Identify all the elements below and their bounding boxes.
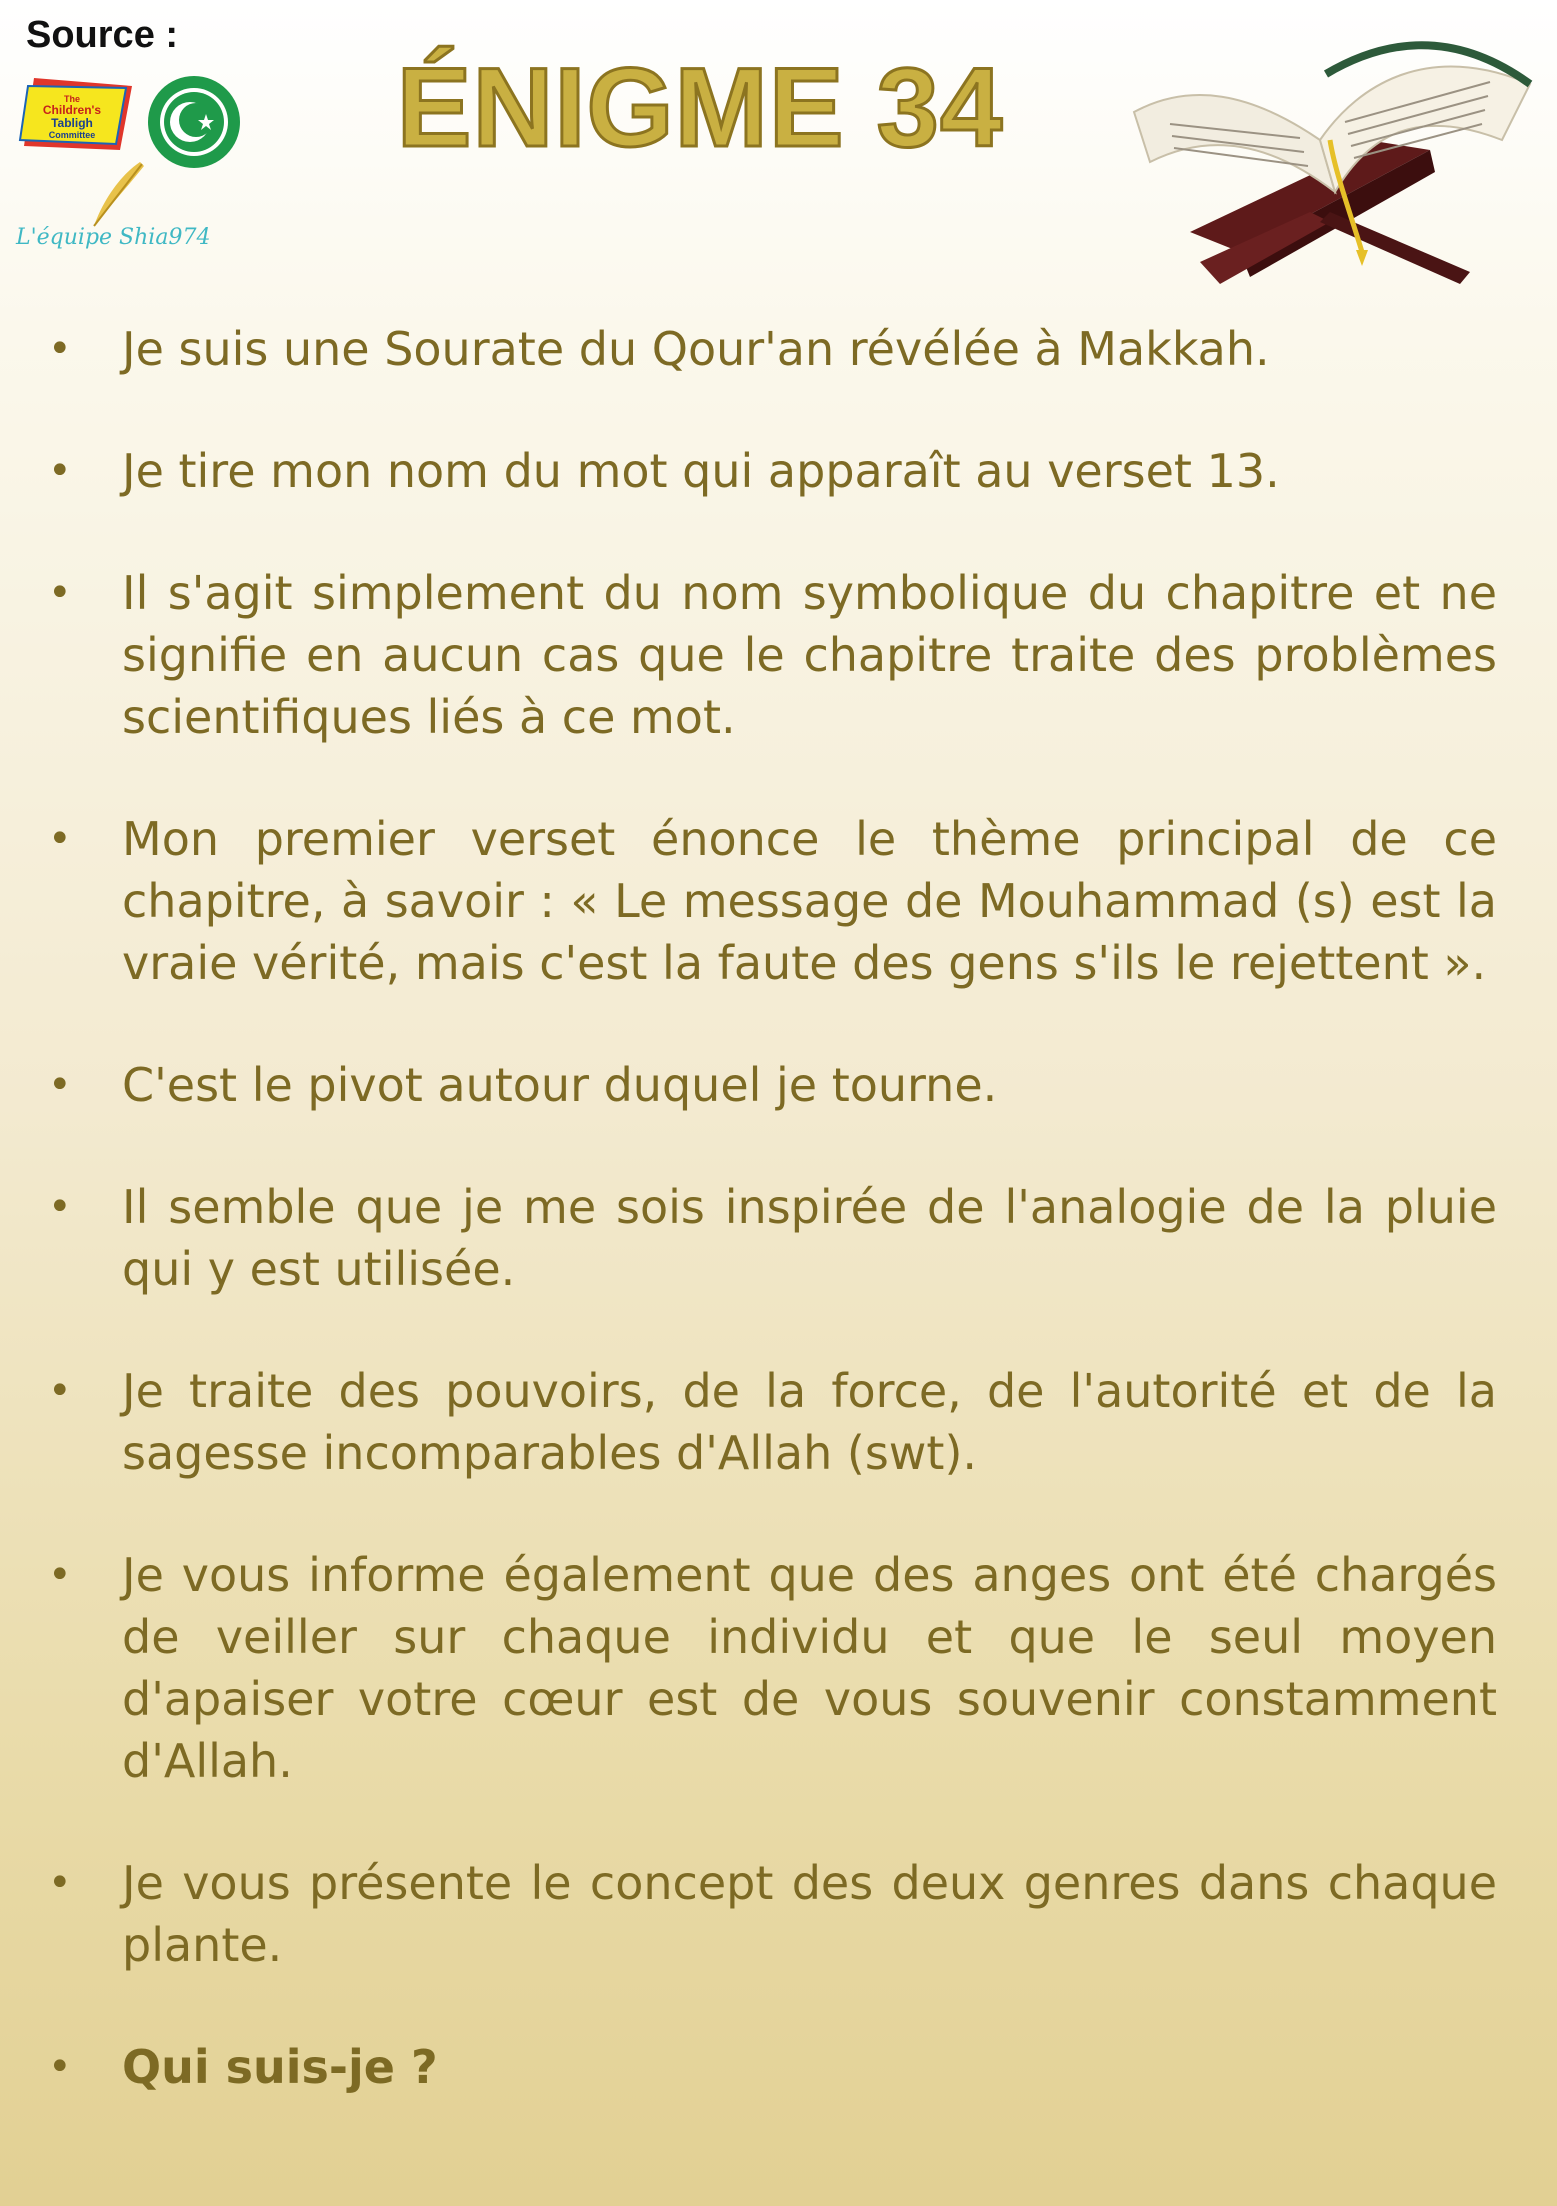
clue-text: Il semble que je me sois inspirée de l'analogie de la pluie qui y est utilisée. (122, 1180, 1497, 1296)
source-label: Source : (26, 14, 179, 56)
clue-question (48, 2036, 1497, 2098)
quill-feather-icon (94, 162, 144, 226)
clue-item-1 (48, 318, 1497, 380)
logo-text-committee: Committee (48, 130, 96, 140)
bullet-icon: • (48, 326, 72, 372)
page-title: ÉNIGME 34 (396, 45, 1004, 170)
bullet-icon: • (48, 2044, 72, 2090)
bullet-icon: • (48, 1552, 72, 1598)
clue-item-8 (48, 1544, 1497, 1792)
clue-item-4 (48, 808, 1497, 994)
clue-item-5 (48, 1054, 1497, 1116)
logo-text-childrens: Children's (42, 103, 102, 117)
clue-item-7 (48, 1360, 1497, 1484)
clue-text: C'est le pivot autour duquel je tourne. (122, 1058, 998, 1112)
logo-text-tabligh: Tabligh (51, 116, 93, 130)
clue-item-2 (48, 440, 1497, 502)
clue-item-6 (48, 1176, 1497, 1300)
clue-item-3 (48, 562, 1497, 748)
clue-text: Je vous informe également que des anges ont été chargés de veiller sur chaque individu et que le seul moyen d'apaiser votre cœur est de vous souvenir constamment d'Allah. (122, 1548, 1497, 1788)
logo-text-the: The (63, 94, 81, 104)
muslim-community-seal (148, 76, 240, 168)
clue-item-9 (48, 1852, 1497, 1976)
clue-text: Je vous présente le concept des deux genres dans chaque plante. (122, 1856, 1497, 1972)
bullet-icon: • (48, 1860, 72, 1906)
clue-text: Je tire mon nom du mot qui apparaît au verset 13. (122, 444, 1280, 498)
clue-text: Je suis une Sourate du Qour'an révélée à Makkah. (122, 322, 1270, 376)
quran-on-stand-illustration (1130, 22, 1540, 322)
question-text: Qui suis-je ? (122, 2040, 438, 2094)
clue-text: Il s'agit simplement du nom symbolique du chapitre et ne signifie en aucun cas que le chapitre traite des problèmes scientifiques liés à ce mot. (122, 566, 1497, 744)
equipe-shia974-logo: L'équipe Shia974 (16, 225, 211, 250)
bullet-icon: • (48, 1062, 72, 1108)
bullet-icon: • (48, 1368, 72, 1414)
bullet-icon: • (48, 570, 72, 616)
clue-text: Je traite des pouvoirs, de la force, de l'autorité et de la sagesse incomparables d'Allah (swt). (122, 1364, 1497, 1480)
clue-list (0, 318, 1557, 2158)
bullet-icon: • (48, 816, 72, 862)
bullet-icon: • (48, 448, 72, 494)
clue-text: Mon premier verset énonce le thème principal de ce chapitre, à savoir : « Le message de Mouhammad (s) est la vraie vérité, mais c'est la faute des gens s'ils le rejettent ». (122, 812, 1497, 990)
source-logos (12, 66, 252, 266)
bullet-icon: • (48, 1184, 72, 1230)
childrens-tabligh-logo (20, 78, 132, 150)
